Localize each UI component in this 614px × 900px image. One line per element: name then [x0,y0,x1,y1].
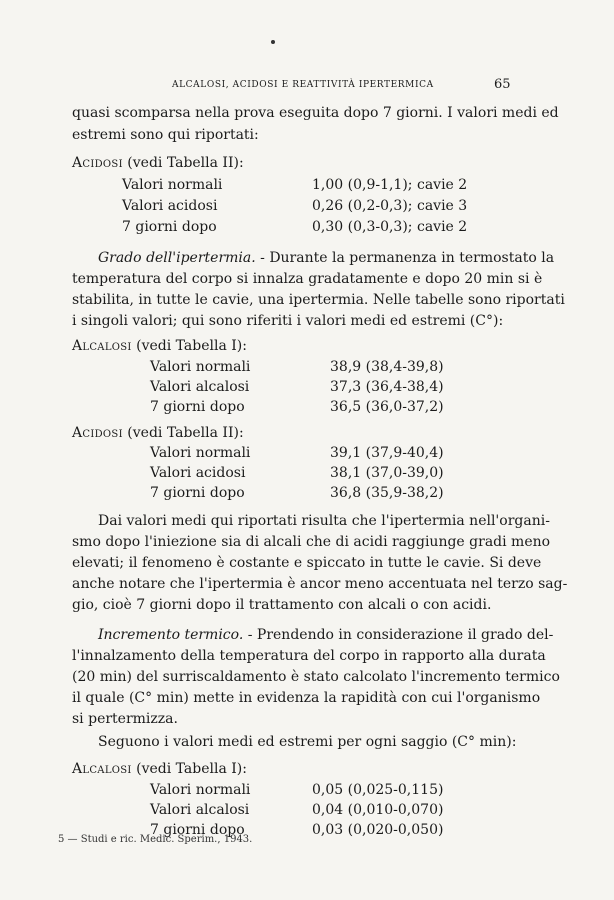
row-label: Valori alcalosi [150,379,250,395]
row-label: 7 giorni dopo [150,399,245,415]
block2-heading [72,338,247,354]
para2-line-4: anche notare che l'ipertermia è ancor meno accentuata nel terzo sag- [72,576,568,592]
row-value: 0,03 (0,020-0,050) [312,822,444,838]
para2-line-2: smo dopo l'iniezione sia di alcali che di acidi raggiunge gradi meno [72,534,551,550]
incremento-line-4: il quale (C° min) mette in evidenza la rapidità con cui l'organismo [72,690,541,706]
para2-line-5: gio, cioè 7 giorni dopo il trattamento con alcali o con acidi. [72,597,492,613]
grado-line-1 [98,250,554,266]
page-footer: 5 — Studi e ric. Medic. Sperim., 1943. [58,834,253,845]
incremento-line-2: l'innalzamento della temperatura del corpo in rapporto alla durata [72,648,546,664]
incremento-line-1-text: - Prendendo in considerazione il grado del- [243,627,554,643]
ink-dot [271,40,275,44]
block1-heading [72,155,244,171]
block1-heading-term: Acidosi [72,155,123,171]
incremento-title: Incremento termico. [98,627,244,643]
block3-heading-term: Acidosi [72,425,123,441]
row-label: Valori normali [150,445,251,461]
row-label: Valori normali [122,177,223,193]
block3-heading-rest: (vedi Tabella II): [122,425,244,441]
grado-line-4: i singoli valori; qui sono riferiti i valori medi ed estremi (C°): [72,313,504,329]
row-value: 0,05 (0,025-0,115) [312,782,444,798]
incremento-line-1 [98,627,553,643]
intro-line-1: quasi scomparsa nella prova eseguita dopo 7 giorni. I valori medi ed [72,105,559,121]
grado-line-2: temperatura del corpo si innalza gradatamente e dopo 20 min si è [72,271,543,287]
row-label: Valori alcalosi [150,802,250,818]
row-label: Valori acidosi [150,465,246,481]
grado-line-1-text: - Durante la permanenza in termostato la [255,250,555,266]
row-label: Valori acidosi [122,198,218,214]
row-value: 36,8 (35,9-38,2) [330,485,444,501]
block4-heading [72,761,247,777]
row-label: Valori normali [150,782,251,798]
row-value: 0,04 (0,010-0,070) [312,802,444,818]
block3-heading [72,425,244,441]
block4-heading-term: Alcalosi [72,761,132,777]
row-label: 7 giorni dopo [150,822,245,838]
para2-line-3: elevati; il fenomeno è costante e spiccato in tutte le cavie. Si deve [72,555,542,571]
row-value: 0,26 (0,2-0,3); cavie 3 [312,198,468,214]
block2-heading-term: Alcalosi [72,338,132,354]
row-value: 1,00 (0,9-1,1); cavie 2 [312,177,468,193]
grado-line-3: stabilita, in tutte le cavie, una ipertermia. Nelle tabelle sono riportati [72,292,565,308]
row-value: 36,5 (36,0-37,2) [330,399,444,415]
grado-title: Grado dell'ipertermia. [98,250,256,266]
block1-heading-rest: (vedi Tabella II): [122,155,244,171]
block4-heading-rest: (vedi Tabella I): [131,761,247,777]
row-value: 38,1 (37,0-39,0) [330,465,444,481]
row-value: 38,9 (38,4-39,8) [330,359,444,375]
intro-line-2: estremi sono qui riportati: [72,127,259,143]
row-value: 0,30 (0,3-0,3); cavie 2 [312,219,468,235]
row-value: 37,3 (36,4-38,4) [330,379,444,395]
running-head: ALCALOSI, ACIDOSI E REATTIVITÀ IPERTERMICA [172,80,434,90]
block2-heading-rest: (vedi Tabella I): [131,338,247,354]
incremento-line-5: si pertermizza. [72,711,178,727]
para2-line-1: Dai valori medi qui riportati risulta che l'ipertermia nell'organi- [98,513,550,529]
row-label: 7 giorni dopo [122,219,217,235]
incremento-line-3: (20 min) del surriscaldamento è stato calcolato l'incremento termico [72,669,560,685]
incremento-follow: Seguono i valori medi ed estremi per ogni saggio (C° min): [98,734,517,750]
row-label: Valori normali [150,359,251,375]
row-value: 39,1 (37,9-40,4) [330,445,444,461]
page-number: 65 [494,77,511,92]
row-label: 7 giorni dopo [150,485,245,501]
